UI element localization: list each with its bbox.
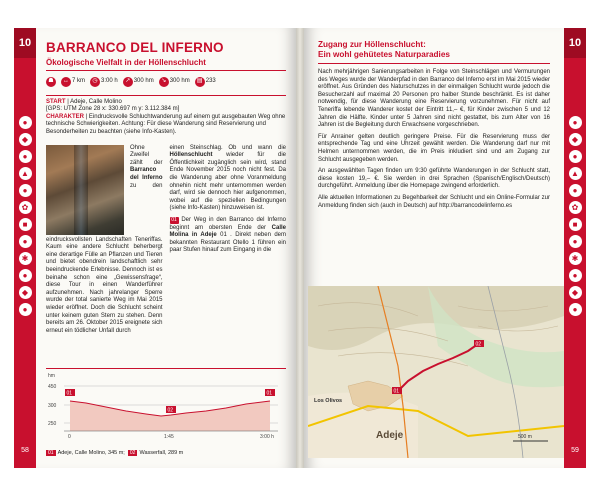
x-tick: 0 — [68, 434, 71, 440]
info-box — [318, 40, 550, 214]
svg-text:01: 01 — [66, 390, 73, 397]
page-number: 59 — [571, 447, 579, 454]
y-unit-label: hm — [48, 373, 55, 379]
region-icon: ● — [19, 269, 32, 282]
tour-title: BARRANCO DEL INFERNO — [46, 40, 224, 55]
descent-icon: ↘ — [159, 77, 169, 87]
info-paragraph: An ausgewählten Tagen finden um 9:30 geführte Wanderungen in der Schlucht statt, diese kosten 19,– €. Sie werden in drei Sprachen (Spanisch/Englisch/Deutsch) durchgeführt. Anmeldung über die Homepage zwingend erforderlich. — [318, 168, 550, 190]
body-column-2: einen Steinschlag. Ob und wann die Höllenschlucht wieder für die Öffentlichkeit zugänglich sein wird, stand Ende November 2015 noch nicht fest. Da die Wanderung aber ohne Voranmeldung ohnehin nicht mehr unternommen werden darf, wird sie dennoch hier aufgenommen, wobei auf die speziellen Bedingungen (siehe Info-Kasten) hinzuweisen ist. 01 Der Weg in den Barranco del Inferno beginnt am obersten Ende der Calle Molina in Adeje 01 . Direkt neben dem bekannten Restaurant Otello 1 führen ein paar Stufen hinauf zum Eingang in die — [169, 144, 287, 254]
svg-text:01: 01 — [266, 390, 273, 397]
region-icon: ● — [569, 150, 582, 163]
region-icon: ● — [569, 235, 582, 248]
ascent-icon: ↗ — [123, 77, 133, 87]
waypoint-legend: 01 Adeje, Calle Molino, 345 m; 02 Wasserfall, 289 m — [48, 450, 184, 456]
book-spine — [296, 28, 304, 468]
info-paragraph: Alle aktuellen Informationen zu Begehbarkeit der Schlucht und ein Online-Formular zur Anmeldung finden sich (auch in Deutsch) auf http://barrancodelinferno.es — [318, 194, 550, 209]
tour-number-badge: 10 — [564, 28, 586, 58]
region-icon: ● — [19, 116, 32, 129]
y-tick: 300 — [48, 403, 57, 409]
region-icon: ● — [569, 116, 582, 129]
left-region-icons — [14, 116, 36, 316]
map-label-town: Adeje — [376, 430, 404, 441]
map-scale-label: 500 m — [518, 434, 532, 440]
route-map-svg — [308, 286, 564, 458]
y-tick: 450 — [48, 384, 57, 390]
waypoint-marker: 01 — [171, 216, 177, 223]
region-icon: ● — [569, 303, 582, 316]
gps-coordinates: [GPS: UTM Zone 28 x: 330.697 m y: 3.112.384 m] — [46, 106, 180, 113]
elevation-profile-svg — [46, 371, 286, 445]
region-icon: ◆ — [569, 286, 582, 299]
region-icon: ▲ — [19, 167, 32, 180]
gorge-photo — [46, 145, 124, 235]
info-paragraph: Für Anrainer gelten deutlich geringere Preise. Für die Reservierung muss der entsprechende Tag und eine Uhrzeit gewählt werden. Die Wanderung darf nur mit Helmen unternommen werden, die im Preis inkludiert sind und am Zugang zur Schlucht ausgegeben werden. — [318, 133, 550, 163]
stat-difficulty — [46, 77, 56, 87]
distance-icon: ↔ — [61, 77, 71, 87]
right-region-icons — [564, 116, 586, 316]
stat-descent: ↘ 300 hm — [159, 77, 190, 87]
region-icon: ◆ — [569, 133, 582, 146]
region-icon: ▲ — [569, 167, 582, 180]
region-icon: ✿ — [19, 201, 32, 214]
region-icon: ✱ — [19, 252, 32, 265]
stat-ascent: ↗ 300 hm — [123, 77, 154, 87]
svg-text:02: 02 — [475, 341, 482, 348]
sign-icon: ▤ — [195, 77, 205, 87]
info-box-title-2: Ein wohl gehütetes Naturparadies — [318, 50, 450, 59]
page-number: 58 — [21, 447, 29, 454]
tour-stats — [46, 77, 286, 87]
region-icon: ■ — [19, 218, 32, 231]
elevation-profile — [46, 368, 286, 443]
region-icon: ◆ — [19, 286, 32, 299]
info-box-title-1: Zugang zur Höllenschlucht: — [318, 40, 426, 49]
stat-sign: ▤ 233 — [195, 77, 216, 87]
region-icon: ■ — [569, 218, 582, 231]
region-icon: ● — [569, 184, 582, 197]
left-page — [14, 28, 296, 468]
start-info: START | Adeje, Calle Molino [GPS: UTM Zone 28 x: 330.697 m y: 3.112.384 m] CHARAKTER | Eindrucksvolle Schluchtwanderung auf einem gut ausgebauten Weg ohne technische Schwierigkeiten. Achtung: Für diese Wanderung sind Reservierung und Besonderheiten zu beachten (siehe Info-Kasten). — [46, 95, 286, 137]
x-tick: 3:00 h — [260, 434, 274, 440]
y-tick: 250 — [48, 421, 57, 427]
region-icon: ● — [19, 303, 32, 316]
svg-text:01: 01 — [393, 388, 400, 395]
region-icon: ✱ — [569, 252, 582, 265]
stat-duration: ◷ 3:00 h — [90, 77, 118, 87]
svg-text:02: 02 — [167, 407, 174, 414]
tour-subtitle: Ökologische Vielfalt in der Höllenschlucht — [46, 59, 286, 71]
map-label-los-olivos: Los Olivos — [314, 398, 343, 404]
right-page — [304, 28, 586, 468]
region-icon: ◆ — [19, 133, 32, 146]
region-icon: ● — [19, 235, 32, 248]
region-icon: ✿ — [569, 201, 582, 214]
region-icon: ● — [19, 184, 32, 197]
hiker-icon: ☗ — [46, 77, 56, 87]
body-columns — [46, 145, 286, 336]
tour-number-badge: 10 — [14, 28, 36, 58]
left-content — [46, 40, 286, 335]
region-icon: ● — [569, 269, 582, 282]
x-tick: 1:45 — [164, 434, 174, 440]
info-paragraph: Nach mehrjährigen Sanierungsarbeiten in Folge von Steinschlägen und Vermurungen des Weges wurde der Wanderpfad in den Barranco del Inferno erst im Mai 2015 wieder eröffnet. Aus Gründen des Naturschutzes in der einmaligen Schlucht wurde jedoch die Besucherzahl auf maximal 20 Personen pro halber Stunde beschränkt. Es ist daher notwendig, für diese Wanderung eine Reservierung vorzunehmen. Für nicht auf Teneriffa lebende Wanderer kostet der Eintritt 11,– €, für Kinder zwischen 5 und 12 Jahren die Hälfte. Kinder unter 5 Jahren sind nicht gestattet, bis zum Alter von 16 Jahren ist die Begleitung durch Erwachsene vorgeschrieben. — [318, 69, 550, 129]
open-guidebook — [14, 28, 586, 468]
clock-icon: ◷ — [90, 77, 100, 87]
stat-distance: ↔ 7 km — [61, 77, 85, 87]
route-map — [308, 286, 564, 458]
region-icon: ● — [19, 150, 32, 163]
body-column-1: Ohne Zweifel zählt der Barranco del Inferno zu den eindrucksvollsten Landschaften Teneriffas. Kaum eine andere Schlucht beherbergt eine derartige Fülle an Pflanzen und Tieren und bietet obendrein landschaftlich sehr beeindruckende Erlebnisse. Dennoch ist es beinahe schon eine „Gewissensfrage“, diese Tour in einen Wanderführer aufzunehmen. Nach jahrelanger Sperre wurde der total sanierte Weg im Mai 2015 wieder eröffnet. Doch die Schlucht scheint unter keinem guten Stern zu stehen. Denn bereits am 26. Oktober 2015 ereignete sich erneut ein tödlicher Unfall durch — [46, 144, 163, 334]
